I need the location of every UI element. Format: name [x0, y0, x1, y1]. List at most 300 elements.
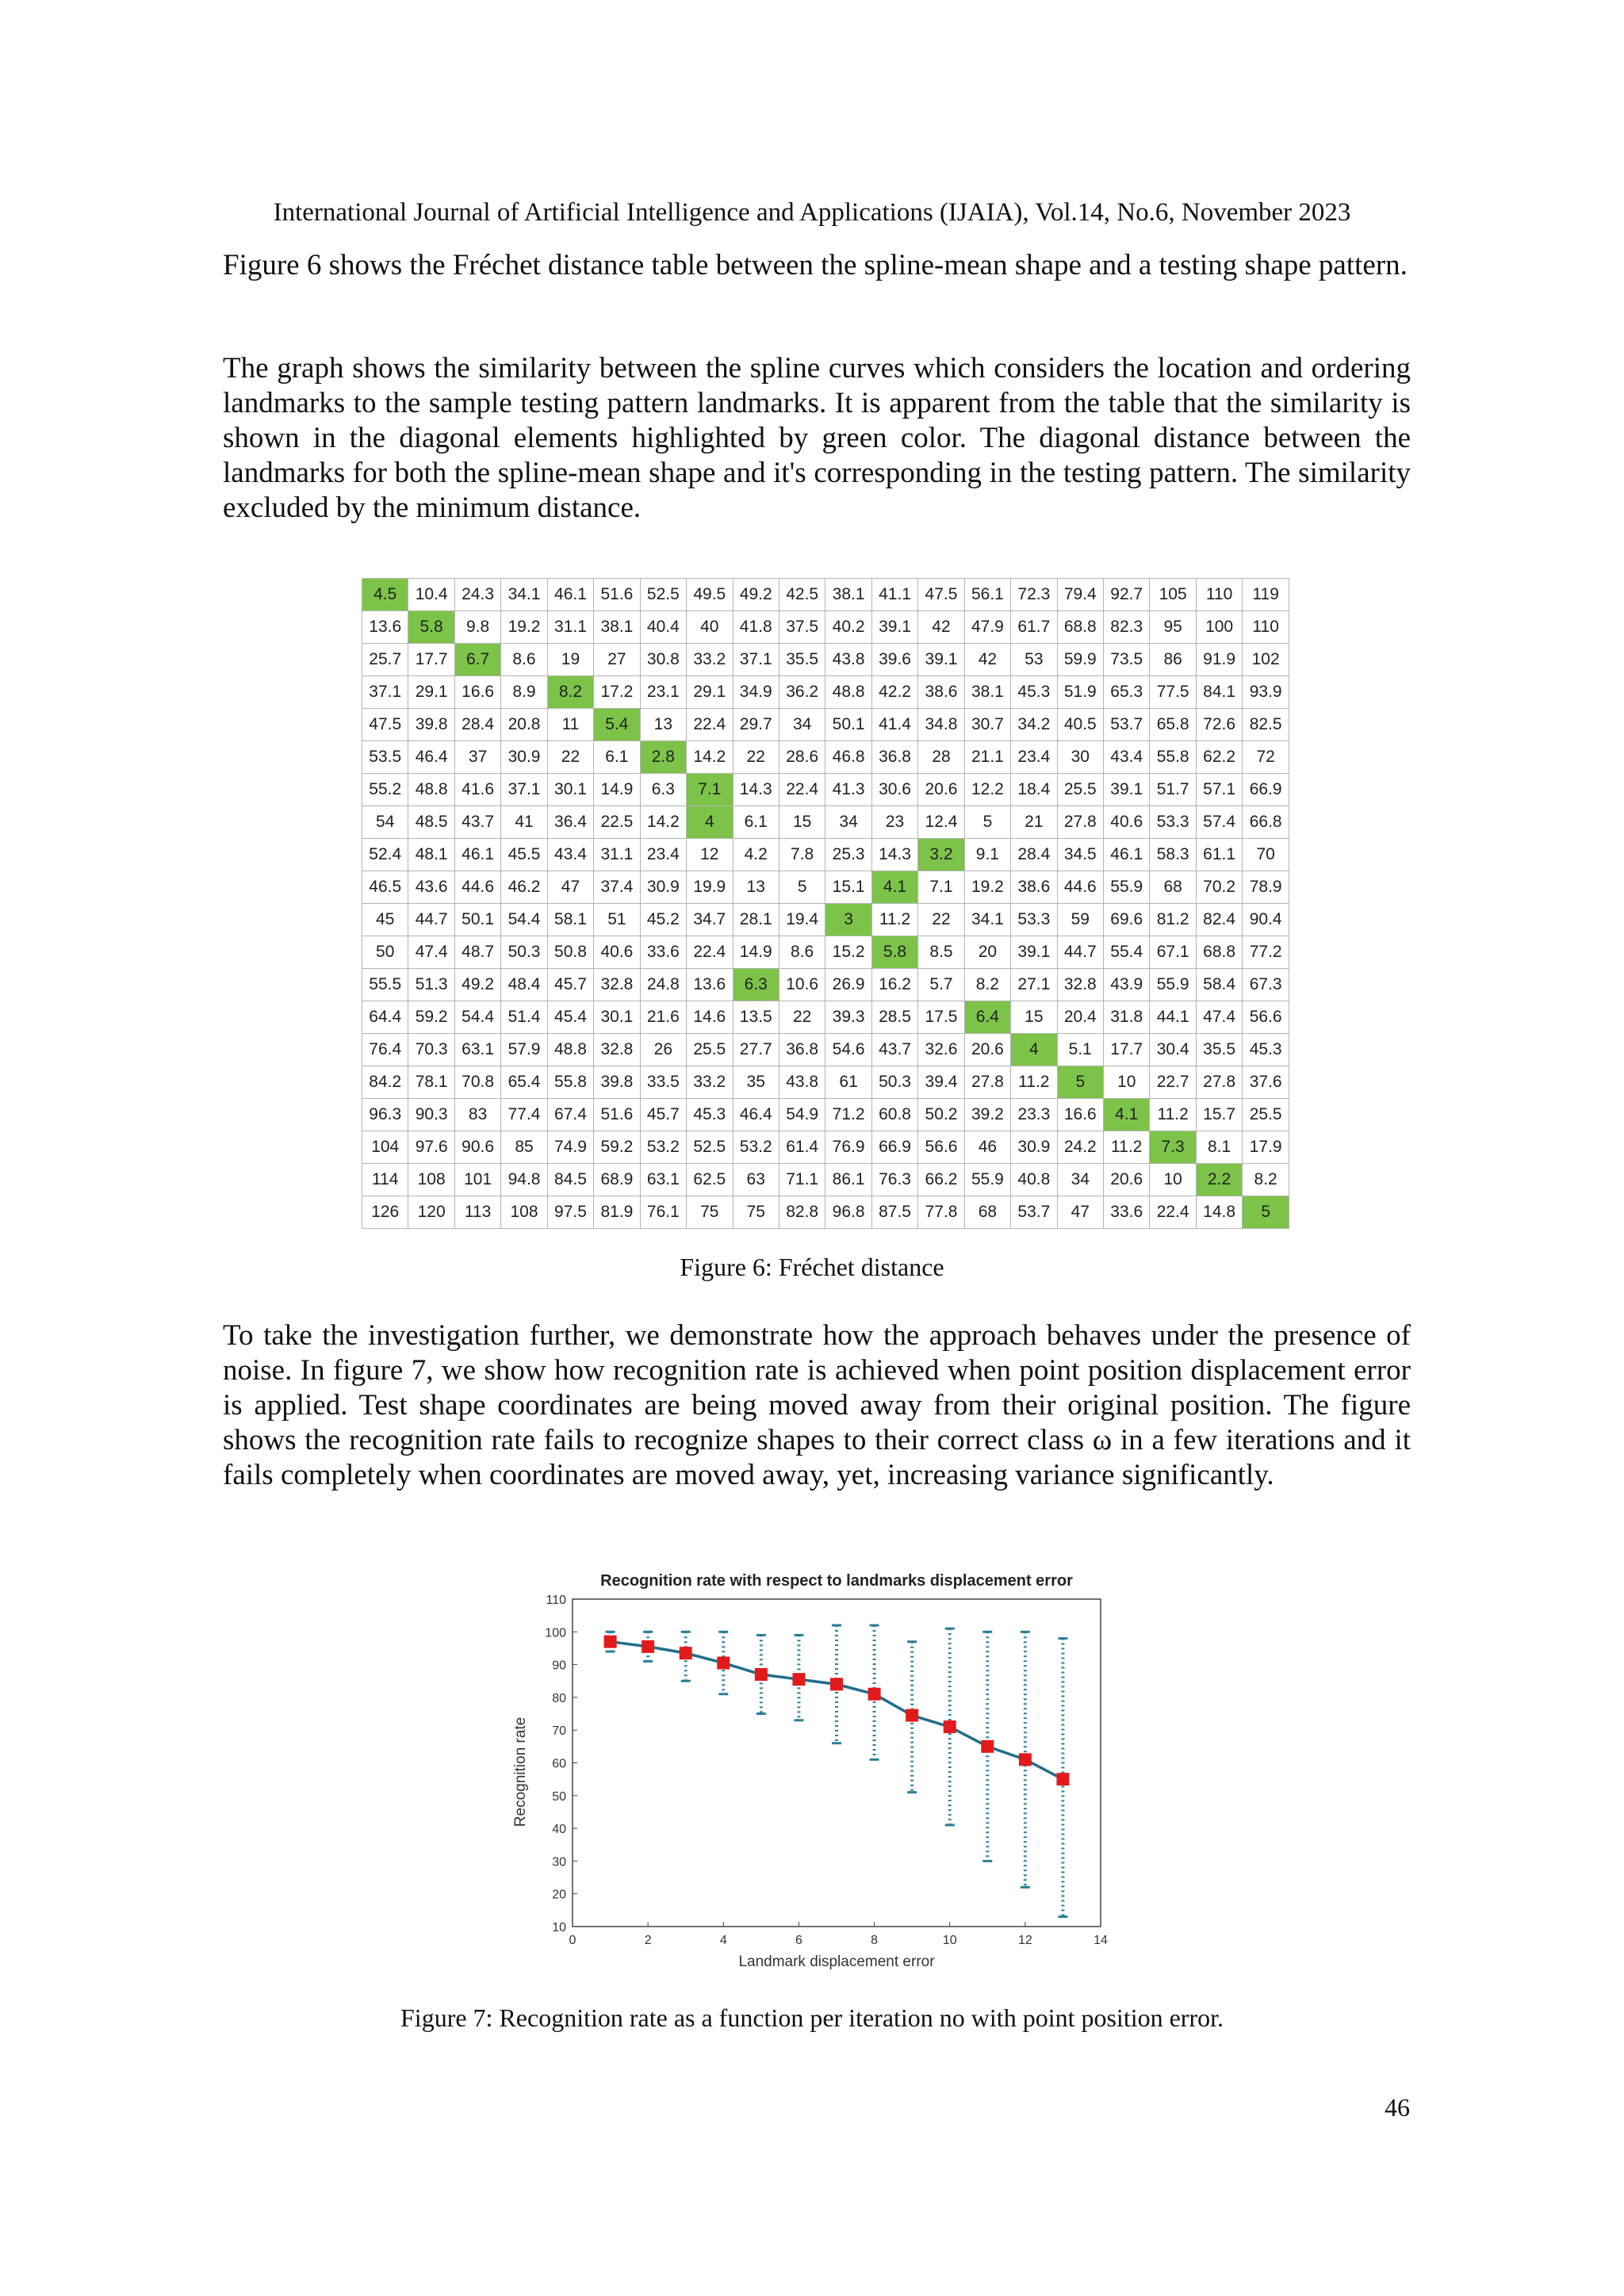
table-cell: 68 [964, 1196, 1010, 1229]
table-cell: 19.2 [501, 611, 547, 644]
table-cell: 5.7 [918, 969, 964, 1001]
table-cell: 8.1 [1196, 1131, 1242, 1164]
table-cell-highlighted: 8.2 [547, 676, 593, 709]
table-cell: 38.1 [964, 676, 1010, 709]
table-cell: 39.8 [408, 709, 454, 741]
table-cell: 51.4 [501, 1001, 547, 1034]
table-cell: 53.3 [1011, 904, 1057, 936]
table-cell: 22 [918, 904, 964, 936]
table-cell: 14.2 [687, 741, 733, 774]
table-cell: 41.1 [871, 579, 917, 611]
y-tick-label: 10 [552, 1921, 566, 1934]
table-cell: 30.9 [501, 741, 547, 774]
table-cell: 68.8 [1057, 611, 1103, 644]
table-cell: 40.2 [825, 611, 871, 644]
table-cell: 31.1 [594, 839, 640, 871]
table-cell: 36.2 [779, 676, 825, 709]
table-cell: 51.9 [1057, 676, 1103, 709]
y-tick-label: 100 [545, 1626, 566, 1640]
table-cell: 6.3 [640, 774, 686, 806]
table-cell: 24.8 [640, 969, 686, 1001]
table-cell: 92.7 [1104, 579, 1150, 611]
table-cell: 96.8 [825, 1196, 871, 1229]
table-cell: 23.1 [640, 676, 686, 709]
table-cell: 39.3 [825, 1001, 871, 1034]
table-row [362, 1099, 1289, 1131]
table-cell: 38.1 [594, 611, 640, 644]
table-cell: 51.6 [594, 1099, 640, 1131]
table-cell: 23.4 [640, 839, 686, 871]
table-cell: 45.3 [1243, 1034, 1289, 1066]
table-cell: 34.5 [1057, 839, 1103, 871]
table-row [362, 1131, 1289, 1164]
table-cell: 25.5 [1243, 1099, 1289, 1131]
table-cell: 35.5 [1196, 1034, 1242, 1066]
table-cell: 10 [1150, 1164, 1196, 1196]
table-cell: 25.7 [362, 644, 408, 676]
table-cell: 77.8 [918, 1196, 964, 1229]
table-cell: 74.9 [547, 1131, 593, 1164]
table-cell: 19 [547, 644, 593, 676]
table-cell: 63 [733, 1164, 779, 1196]
table-cell: 45.7 [640, 1099, 686, 1131]
table-cell: 21.1 [964, 741, 1010, 774]
table-cell: 66.2 [918, 1164, 964, 1196]
table-cell: 71.1 [779, 1164, 825, 1196]
table-cell: 55.9 [964, 1164, 1010, 1196]
table-cell: 56.6 [1243, 1001, 1289, 1034]
table-cell: 71.2 [825, 1099, 871, 1131]
table-cell: 47.4 [408, 936, 454, 969]
table-cell: 27.8 [964, 1066, 1010, 1099]
table-cell: 36.8 [871, 741, 917, 774]
table-cell: 43.7 [454, 806, 500, 839]
table-cell-highlighted: 6.3 [733, 969, 779, 1001]
table-cell: 13 [640, 709, 686, 741]
table-cell: 46.2 [501, 871, 547, 904]
table-cell: 51.7 [1150, 774, 1196, 806]
table-cell: 43.8 [825, 644, 871, 676]
table-cell: 42 [964, 644, 1010, 676]
y-tick-label: 90 [552, 1659, 566, 1673]
table-cell: 72 [1243, 741, 1289, 774]
table-cell: 110 [1243, 611, 1289, 644]
table-cell-highlighted: 4.1 [871, 871, 917, 904]
table-cell: 72.3 [1011, 579, 1057, 611]
table-cell: 50.2 [918, 1099, 964, 1131]
table-cell: 35 [733, 1066, 779, 1099]
table-cell-highlighted: 4 [687, 806, 733, 839]
table-cell: 37.5 [779, 611, 825, 644]
table-cell: 104 [362, 1131, 408, 1164]
table-cell: 14.2 [640, 806, 686, 839]
x-tick-label: 6 [795, 1934, 802, 1947]
table-cell: 19.2 [964, 871, 1010, 904]
table-cell: 17.7 [1104, 1034, 1150, 1066]
table-cell: 45.3 [687, 1099, 733, 1131]
table-cell: 20.6 [964, 1034, 1010, 1066]
table-cell: 10.6 [779, 969, 825, 1001]
table-cell: 18.4 [1011, 774, 1057, 806]
table-cell: 85 [501, 1131, 547, 1164]
table-cell: 59.2 [594, 1131, 640, 1164]
table-cell: 66.9 [871, 1131, 917, 1164]
table-cell: 19.4 [779, 904, 825, 936]
figure6-caption: Figure 6: Fréchet distance [680, 1253, 944, 1281]
table-cell: 5 [779, 871, 825, 904]
table-cell: 77.4 [501, 1099, 547, 1131]
table-cell: 76.1 [640, 1196, 686, 1229]
table-cell: 84.5 [547, 1164, 593, 1196]
table-cell: 57.1 [1196, 774, 1242, 806]
table-cell: 22 [779, 1001, 825, 1034]
table-cell: 22.7 [1150, 1066, 1196, 1099]
table-cell: 29.1 [687, 676, 733, 709]
y-tick-label: 80 [552, 1691, 566, 1705]
table-row [362, 1164, 1289, 1196]
table-cell: 33.2 [687, 644, 733, 676]
table-cell: 33.5 [640, 1066, 686, 1099]
table-cell: 66.9 [1243, 774, 1289, 806]
table-cell: 7.1 [918, 871, 964, 904]
table-cell: 34 [1057, 1164, 1103, 1196]
table-cell: 65.8 [1150, 709, 1196, 741]
table-cell: 37 [454, 741, 500, 774]
table-cell: 29.1 [408, 676, 454, 709]
table-cell-highlighted: 5.4 [594, 709, 640, 741]
table-cell: 49.5 [687, 579, 733, 611]
table-cell: 20.6 [1104, 1164, 1150, 1196]
table-cell: 26.9 [825, 969, 871, 1001]
table-cell: 11.2 [1150, 1099, 1196, 1131]
table-row [362, 969, 1289, 1001]
figure7-caption: Figure 7: Recognition rate as a function per iteration no with point position error. [400, 2003, 1224, 2032]
table-cell: 54.9 [779, 1099, 825, 1131]
table-cell: 47.5 [362, 709, 408, 741]
table-cell: 75 [687, 1196, 733, 1229]
table-cell: 77.2 [1243, 936, 1289, 969]
table-cell: 43.4 [1104, 741, 1150, 774]
table-cell: 52.5 [640, 579, 686, 611]
table-row [362, 741, 1289, 774]
table-cell: 51 [594, 904, 640, 936]
table-row [362, 871, 1289, 904]
table-cell: 36.8 [779, 1034, 825, 1066]
table-cell: 68.9 [594, 1164, 640, 1196]
table-cell: 41.3 [825, 774, 871, 806]
table-cell: 28.4 [1011, 839, 1057, 871]
table-cell: 55.5 [362, 969, 408, 1001]
table-cell: 53.5 [362, 741, 408, 774]
table-cell: 54.4 [454, 1001, 500, 1034]
table-cell: 46.4 [733, 1099, 779, 1131]
table-cell: 14.6 [687, 1001, 733, 1034]
chart-title: Recognition rate with respect to landmarks displacement error [600, 1572, 1073, 1590]
table-cell: 25.3 [825, 839, 871, 871]
table-cell: 96.3 [362, 1099, 408, 1131]
y-tick-label: 30 [552, 1855, 566, 1869]
table-cell: 45.3 [1011, 676, 1057, 709]
table-cell: 48.4 [501, 969, 547, 1001]
x-tick-label: 14 [1094, 1934, 1108, 1947]
table-cell: 40.8 [1011, 1164, 1057, 1196]
table-cell: 63.1 [640, 1164, 686, 1196]
table-cell: 64.4 [362, 1001, 408, 1034]
table-cell: 34.8 [918, 709, 964, 741]
table-cell: 59 [1057, 904, 1103, 936]
table-cell: 119 [1243, 579, 1289, 611]
table-cell: 6.1 [594, 741, 640, 774]
table-cell: 11.2 [1011, 1066, 1057, 1099]
table-cell: 110 [1196, 579, 1242, 611]
y-tick-label: 40 [552, 1823, 566, 1837]
table-cell: 57.4 [1196, 806, 1242, 839]
table-cell: 5.1 [1057, 1034, 1103, 1066]
table-cell: 27.7 [733, 1034, 779, 1066]
table-cell-highlighted: 4 [1011, 1034, 1057, 1066]
table-cell: 48.8 [408, 774, 454, 806]
table-cell: 101 [454, 1164, 500, 1196]
table-cell: 87.5 [871, 1196, 917, 1229]
table-cell: 28.5 [871, 1001, 917, 1034]
data-point-marker [981, 1740, 994, 1753]
table-cell: 30.4 [1150, 1034, 1196, 1066]
table-cell: 48.1 [408, 839, 454, 871]
table-cell: 59.2 [408, 1001, 454, 1034]
table-cell: 68 [1150, 871, 1196, 904]
table-cell: 45.5 [501, 839, 547, 871]
table-cell: 55.8 [1150, 741, 1196, 774]
table-cell: 65.3 [1104, 676, 1150, 709]
table-cell: 61.4 [779, 1131, 825, 1164]
table-cell: 43.9 [1104, 969, 1150, 1001]
table-cell: 44.7 [1057, 936, 1103, 969]
table-cell: 23 [871, 806, 917, 839]
table-cell: 45.4 [547, 1001, 593, 1034]
table-cell: 78.9 [1243, 871, 1289, 904]
table-cell: 105 [1150, 579, 1196, 611]
table-cell: 51.3 [408, 969, 454, 1001]
x-tick-label: 4 [719, 1934, 727, 1947]
table-cell: 70.8 [454, 1066, 500, 1099]
table-cell: 76.9 [825, 1131, 871, 1164]
table-cell: 30.7 [964, 709, 1010, 741]
table-cell: 65.4 [501, 1066, 547, 1099]
table-cell: 47 [547, 871, 593, 904]
table-cell-highlighted: 4.1 [1104, 1099, 1150, 1131]
table-cell: 38.1 [825, 579, 871, 611]
table-cell: 61.1 [1196, 839, 1242, 871]
table-cell: 44.6 [1057, 871, 1103, 904]
data-point-marker [1019, 1753, 1032, 1766]
table-cell: 53.7 [1011, 1196, 1057, 1229]
table-cell: 35.5 [779, 644, 825, 676]
table-cell: 50.8 [547, 936, 593, 969]
table-cell: 22 [547, 741, 593, 774]
table-cell: 17.9 [1243, 1131, 1289, 1164]
y-tick-label: 60 [552, 1757, 566, 1771]
table-row [362, 709, 1289, 741]
table-cell: 43.4 [547, 839, 593, 871]
table-cell: 46.1 [1104, 839, 1150, 871]
table-cell: 55.9 [1150, 969, 1196, 1001]
table-cell: 72.6 [1196, 709, 1242, 741]
table-cell: 48.8 [547, 1034, 593, 1066]
table-cell: 55.9 [1104, 871, 1150, 904]
table-cell-highlighted: 5.8 [871, 936, 917, 969]
table-cell: 28.4 [454, 709, 500, 741]
table-cell: 22.4 [687, 936, 733, 969]
table-cell: 8.2 [1243, 1164, 1289, 1196]
table-cell: 58.1 [547, 904, 593, 936]
table-cell-highlighted: 2.8 [640, 741, 686, 774]
table-cell: 30.6 [871, 774, 917, 806]
table-cell: 8.6 [779, 936, 825, 969]
table-cell: 108 [501, 1196, 547, 1229]
table-cell: 44.7 [408, 904, 454, 936]
table-cell: 50.3 [501, 936, 547, 969]
table-cell-highlighted: 2.2 [1196, 1164, 1242, 1196]
table-cell: 6.1 [733, 806, 779, 839]
paragraph-intro: Figure 6 shows the Fréchet distance table between the spline-mean shape and a testing shape pattern. [223, 249, 1408, 281]
table-cell: 8.2 [964, 969, 1010, 1001]
table-cell: 15 [779, 806, 825, 839]
table-cell: 8.5 [918, 936, 964, 969]
table-cell: 37.6 [1243, 1066, 1289, 1099]
table-cell: 41.8 [733, 611, 779, 644]
table-cell: 22.4 [1150, 1196, 1196, 1229]
table-cell: 14.9 [733, 936, 779, 969]
table-cell: 14.3 [871, 839, 917, 871]
table-cell: 32.6 [918, 1034, 964, 1066]
table-cell: 48.8 [825, 676, 871, 709]
table-cell: 41.6 [454, 774, 500, 806]
table-row [362, 1034, 1289, 1066]
table-row [362, 611, 1289, 644]
table-cell: 67.4 [547, 1099, 593, 1131]
table-cell: 14.8 [1196, 1196, 1242, 1229]
table-cell: 43.6 [408, 871, 454, 904]
table-cell: 28 [918, 741, 964, 774]
table-cell: 53 [1011, 644, 1057, 676]
table-cell: 34 [779, 709, 825, 741]
table-cell: 27 [594, 644, 640, 676]
table-cell: 9.8 [454, 611, 500, 644]
table-cell: 25.5 [687, 1034, 733, 1066]
table-cell: 20 [964, 936, 1010, 969]
chart-x-axis-label: Landmark displacement error [738, 1954, 935, 1970]
table-cell-highlighted: 4.5 [362, 579, 408, 611]
table-cell: 27.1 [1011, 969, 1057, 1001]
table-row [362, 806, 1289, 839]
table-cell-highlighted: 7.1 [687, 774, 733, 806]
paragraph-similarity: The graph shows the similarity between the spline curves which considers the location and ordering landmarks to the sample testing pattern landmarks. It is apparent from the table that the similarity is shown in the diagonal elements highlighted by green color. The diagonal distance between the landmarks for both the spline-mean shape and it's corresponding in the testing pattern. The similarity excluded by the minimum distance. [223, 352, 1411, 524]
table-row [362, 676, 1289, 709]
table-cell: 32.8 [1057, 969, 1103, 1001]
table-cell: 27.8 [1057, 806, 1103, 839]
table-cell: 108 [408, 1164, 454, 1196]
table-cell: 39.6 [871, 644, 917, 676]
table-cell: 78.1 [408, 1066, 454, 1099]
table-cell: 60.8 [871, 1099, 917, 1131]
table-cell: 34.2 [1011, 709, 1057, 741]
table-cell: 14.3 [733, 774, 779, 806]
table-row [362, 936, 1289, 969]
table-cell: 39.4 [918, 1066, 964, 1099]
table-cell: 67.3 [1243, 969, 1289, 1001]
table-cell: 55.2 [362, 774, 408, 806]
table-cell: 28.6 [779, 741, 825, 774]
table-cell: 66.8 [1243, 806, 1289, 839]
table-cell: 90.6 [454, 1131, 500, 1164]
table-cell: 73.5 [1104, 644, 1150, 676]
table-cell: 30.1 [594, 1001, 640, 1034]
data-point-marker [680, 1647, 692, 1659]
data-point-marker [755, 1668, 768, 1681]
table-cell: 40.6 [1104, 806, 1150, 839]
table-cell: 22.5 [594, 806, 640, 839]
table-cell: 13.5 [733, 1001, 779, 1034]
table-row [362, 839, 1289, 871]
table-cell: 30.9 [1011, 1131, 1057, 1164]
table-cell: 21 [1011, 806, 1057, 839]
table-cell: 30.8 [640, 644, 686, 676]
table-cell: 50.1 [825, 709, 871, 741]
table-cell: 16.2 [871, 969, 917, 1001]
table-cell-highlighted: 7.3 [1150, 1131, 1196, 1164]
table-cell: 67.1 [1150, 936, 1196, 969]
table-cell: 37.1 [501, 774, 547, 806]
table-cell: 49.2 [733, 579, 779, 611]
table-cell: 36.4 [547, 806, 593, 839]
table-cell: 8.9 [501, 676, 547, 709]
data-point-marker [944, 1720, 956, 1733]
y-tick-label: 70 [552, 1724, 566, 1739]
table-cell: 100 [1196, 611, 1242, 644]
table-cell: 34.9 [733, 676, 779, 709]
table-cell: 45 [362, 904, 408, 936]
table-cell: 76.4 [362, 1034, 408, 1066]
table-row [362, 579, 1289, 611]
table-cell: 53.2 [733, 1131, 779, 1164]
table-cell: 37.4 [594, 871, 640, 904]
y-tick-label: 110 [546, 1594, 566, 1607]
table-cell: 84.2 [362, 1066, 408, 1099]
y-tick-label: 20 [552, 1888, 566, 1902]
table-cell: 52.4 [362, 839, 408, 871]
table-cell: 50.1 [454, 904, 500, 936]
table-cell: 20.4 [1057, 1001, 1103, 1034]
table-cell: 15.1 [825, 871, 871, 904]
table-row [362, 1066, 1289, 1099]
table-cell: 61.7 [1011, 611, 1057, 644]
table-cell: 10.4 [408, 579, 454, 611]
table-cell: 61 [825, 1066, 871, 1099]
table-cell: 13 [733, 871, 779, 904]
table-cell: 56.1 [964, 579, 1010, 611]
table-cell: 53.2 [640, 1131, 686, 1164]
table-cell: 48.7 [454, 936, 500, 969]
table-cell: 28.1 [733, 904, 779, 936]
table-cell: 15.7 [1196, 1099, 1242, 1131]
recognition-rate-chart [508, 1566, 1118, 1986]
table-cell: 15 [1011, 1001, 1057, 1034]
table-cell: 47.5 [918, 579, 964, 611]
table-cell: 40.6 [594, 936, 640, 969]
table-cell-highlighted: 5 [1243, 1196, 1289, 1229]
table-cell: 13.6 [362, 611, 408, 644]
table-cell: 17.5 [918, 1001, 964, 1034]
